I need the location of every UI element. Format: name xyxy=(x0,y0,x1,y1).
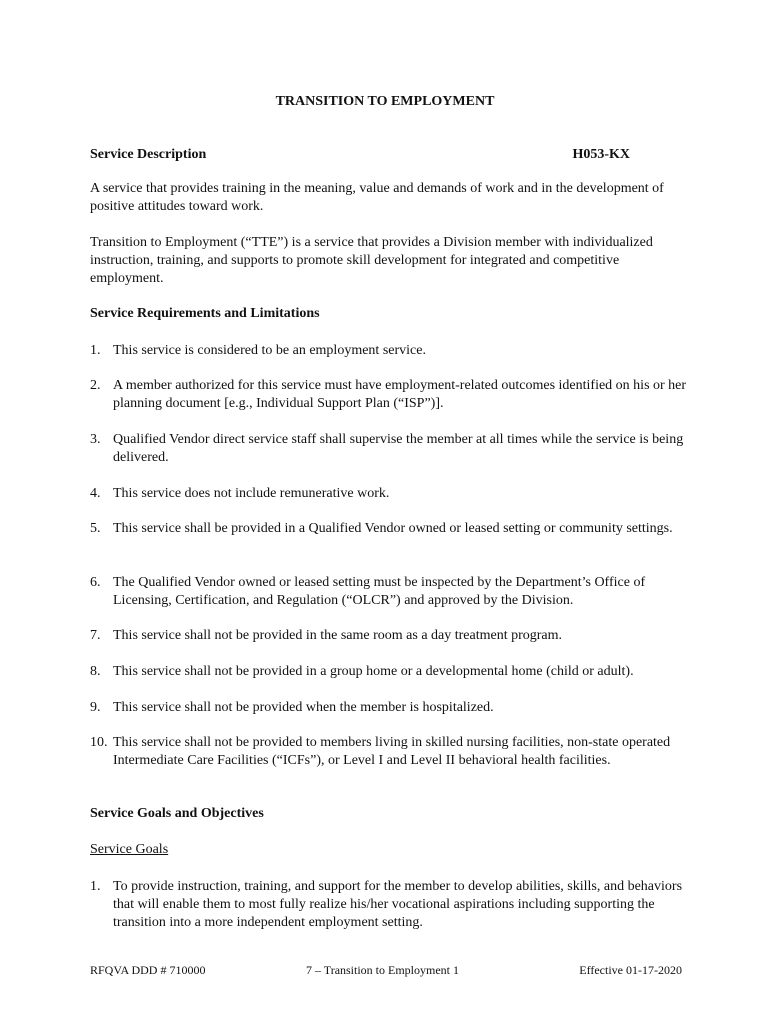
goal-item xyxy=(90,878,690,932)
requirement-text: This service shall not be provided in a group home or a developmental home (child or adult). xyxy=(113,664,634,679)
requirement-text: This service shall be provided in a Qualified Vendor owned or leased setting or community settings. xyxy=(113,521,673,536)
footer-effective-date: Effective 01-17-2020 xyxy=(579,963,682,977)
footer-rfqva: RFQVA DDD # 710000 xyxy=(90,963,206,977)
requirement-item xyxy=(90,574,690,610)
requirement-text: The Qualified Vendor owned or leased setting must be inspected by the Department’s Office of Licensing, Certification, and Regulation (“OLCR”) and approved by the Division. xyxy=(113,575,646,608)
requirement-item xyxy=(90,377,690,413)
requirement-item xyxy=(90,431,690,467)
service-code: H053-KX xyxy=(572,147,630,162)
requirement-number: 7. xyxy=(90,628,101,643)
document-title: TRANSITION TO EMPLOYMENT xyxy=(275,94,495,109)
requirement-item xyxy=(90,734,690,770)
requirement-number: 6. xyxy=(90,575,101,590)
requirement-number: 9. xyxy=(90,700,101,715)
requirement-text: A member authorized for this service must have employment-related outcomes identified on his or her planning document [e.g., Individual Support Plan (“ISP”)]. xyxy=(113,378,687,411)
requirement-text: This service does not include remunerative work. xyxy=(113,486,390,501)
description-paragraph-2: Transition to Employment (“TTE”) is a service that provides a Division member with individualized instruction, training, and supports to promote skill development for integrated and competitive employment. xyxy=(90,235,653,286)
requirement-item xyxy=(90,342,690,360)
requirement-number: 3. xyxy=(90,432,101,447)
requirement-item xyxy=(90,485,690,503)
requirement-text: This service is considered to be an employment service. xyxy=(113,343,426,358)
goals-heading: Service Goals and Objectives xyxy=(90,806,264,821)
requirement-item xyxy=(90,520,690,538)
requirement-text: Qualified Vendor direct service staff shall supervise the member at all times while the service is being delivered. xyxy=(113,432,684,465)
service-description-heading: Service Description xyxy=(90,147,207,162)
requirement-item xyxy=(90,627,690,645)
description-paragraph-1: A service that provides training in the meaning, value and demands of work and in the development of positive attitudes toward work. xyxy=(90,181,664,214)
requirement-item xyxy=(90,663,690,681)
footer-page-label: 7 – Transition to Employment 1 xyxy=(306,963,460,977)
requirement-number: 1. xyxy=(90,343,101,358)
requirement-item xyxy=(90,699,690,717)
requirements-heading: Service Requirements and Limitations xyxy=(90,306,320,321)
requirement-number: 5. xyxy=(90,521,101,536)
requirement-text: This service shall not be provided in the same room as a day treatment program. xyxy=(113,628,563,643)
requirement-number: 4. xyxy=(90,486,101,501)
goal-number: 1. xyxy=(90,879,101,894)
goal-text: To provide instruction, training, and support for the member to develop abilities, skills, and behaviors that will enable them to most fully realize his/her vocational aspirations including supporting the transition into a more independent employment setting. xyxy=(113,879,683,930)
requirement-number: 2. xyxy=(90,378,101,393)
requirement-number: 10. xyxy=(90,735,108,750)
requirement-number: 8. xyxy=(90,664,101,679)
service-description-header xyxy=(90,147,630,163)
requirement-text: This service shall not be provided to members living in skilled nursing facilities, non-state operated Intermediate Care Facilities (“ICFs”), or Level I and Level II behavioral health facilities. xyxy=(113,735,671,768)
requirement-text: This service shall not be provided when the member is hospitalized. xyxy=(113,700,494,715)
goals-subheading: Service Goals xyxy=(90,842,169,857)
